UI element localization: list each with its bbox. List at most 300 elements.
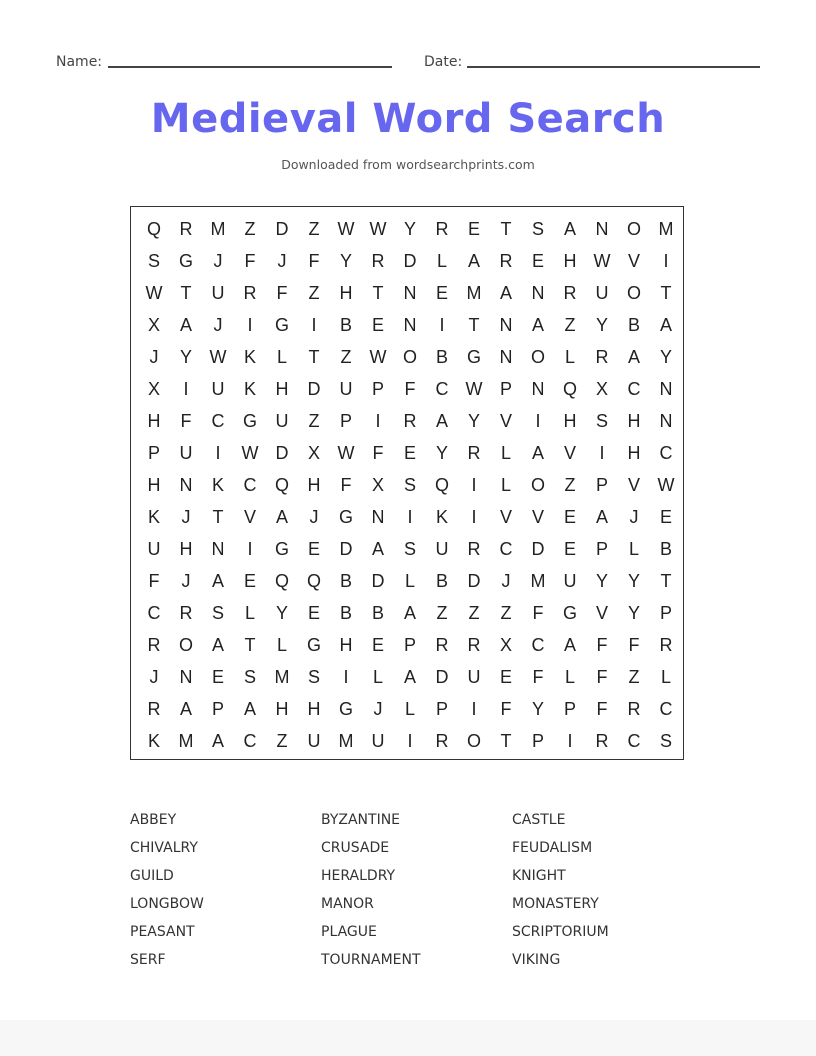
grid-cell: Z [468,603,480,623]
grid-cell: W [337,219,355,239]
grid-cell: X [595,379,608,399]
grid-cell: H [339,635,353,655]
grid-cell: U [595,283,609,303]
grid-cell: R [627,699,641,719]
grid-cell: W [241,443,259,463]
grid-cell: A [211,731,224,751]
grid-cell: X [147,379,160,399]
grid-cell: O [530,475,545,495]
grid-cell: W [369,219,387,239]
grid-row [138,693,682,725]
grid-row [138,501,682,533]
grid-cell: P [659,603,672,623]
grid-cell: E [467,219,480,239]
grid-cell: F [596,667,608,687]
grid-cell: Y [627,603,640,623]
word-list-item: TOURNAMENT [321,952,421,968]
grid-cell: C [211,411,225,431]
grid-cell: T [180,283,192,303]
grid-cell: I [183,379,189,399]
grid-cell: J [181,507,191,527]
grid-row [138,245,682,277]
grid-cell: P [531,731,544,751]
grid-cell: P [435,699,448,719]
grid-cell: H [307,699,321,719]
grid-cell: A [563,635,576,655]
grid-cell: O [466,731,481,751]
grid-row [138,533,682,565]
grid-cell: N [499,347,513,367]
grid-cell: U [467,667,481,687]
grid-cell: I [471,699,477,719]
grid-cell: H [147,411,161,431]
grid-row [138,469,682,501]
grid-cell: A [595,507,608,527]
grid-cell: I [247,315,253,335]
grid-cell: J [309,507,319,527]
grid-cell: U [275,411,289,431]
grid-cell: B [371,603,384,623]
word-list-item: CRUSADE [321,840,390,856]
grid-cell: I [471,475,477,495]
word-list-item: PEASANT [130,924,195,940]
grid-cell: E [563,539,576,559]
grid-cell: T [660,283,672,303]
grid-cell: F [532,667,544,687]
grid-cell: I [567,731,573,751]
grid-cell: H [563,251,577,271]
grid-cell: P [499,379,512,399]
grid-cell: C [499,539,513,559]
grid-cell: Y [595,315,608,335]
grid-cell: S [531,219,544,239]
grid-cell: A [531,443,544,463]
grid-cell: I [215,443,221,463]
grid-cell: L [564,347,575,367]
word-column [130,810,310,978]
grid-cell: A [179,315,192,335]
grid-cell: F [404,379,416,399]
grid-cell: Y [627,571,640,591]
grid-cell: E [659,507,672,527]
grid-cell: D [403,251,417,271]
subtitle: Downloaded from wordsearchprints.com [281,157,535,172]
grid-cell: W [593,251,611,271]
grid-cell: R [499,251,513,271]
grid-cell: T [308,347,320,367]
grid-cell: N [531,379,545,399]
grid-cell: M [466,283,482,303]
grid-cell: F [148,571,160,591]
grid-cell: A [403,667,416,687]
grid-cell: A [659,315,672,335]
grid-cell: J [277,251,287,271]
grid-cell: Q [562,379,577,399]
grid-cell: B [435,571,448,591]
grid-cell: L [628,539,639,559]
grid-cell: H [339,283,353,303]
grid-cell: L [276,635,287,655]
grid-cell: C [627,731,641,751]
grid-cell: P [563,699,576,719]
grid-cell: D [275,443,289,463]
grid-cell: Q [434,475,449,495]
grid-cell: G [338,699,353,719]
grid-cell: Y [531,699,544,719]
grid-cell: M [338,731,354,751]
grid-cell: G [274,539,289,559]
grid-cell: G [178,251,193,271]
grid-cell: D [531,539,545,559]
grid-row [138,405,682,437]
grid-cell: V [627,251,640,271]
grid-cell: W [209,347,227,367]
grid-cell: E [403,443,416,463]
grid-cell: Y [595,571,608,591]
grid-cell: Z [308,411,320,431]
grid-cell: U [211,379,225,399]
grid-cell: S [595,411,608,431]
grid-cell: L [244,603,255,623]
grid-cell: C [659,443,673,463]
grid-cell: M [210,219,226,239]
grid-cell: X [307,443,320,463]
grid-cell: E [531,251,544,271]
grid-cell: W [337,443,355,463]
grid-cell: P [339,411,352,431]
grid-cell: J [501,571,511,591]
grid-cell: I [663,251,669,271]
grid-cell: A [211,635,224,655]
grid-cell: F [340,475,352,495]
grid-cell: H [275,699,289,719]
word-list-item: VIKING [512,952,561,968]
grid-cell: F [180,411,192,431]
grid-cell: M [274,667,290,687]
grid-cell: Z [564,315,576,335]
grid-cell: H [179,539,193,559]
grid-cell: Z [276,731,288,751]
grid-cell: K [243,347,256,367]
grid-cell: B [339,603,352,623]
grid-cell: I [375,411,381,431]
grid-cell: J [181,571,191,591]
grid-cell: I [471,507,477,527]
grid-cell: H [147,475,161,495]
grid-cell: T [468,315,480,335]
grid-row [138,277,682,309]
grid-cell: Z [308,219,320,239]
word-list-item: BYZANTINE [321,812,401,828]
grid-cell: I [535,411,541,431]
grid-cell: A [467,251,480,271]
grid-cell: J [149,347,159,367]
grid-cell: C [243,731,257,751]
word-column [321,810,501,978]
grid-cell: T [660,571,672,591]
grid-cell: L [564,667,575,687]
grid-cell: K [147,507,160,527]
grid-cell: F [532,603,544,623]
grid-cell: E [243,571,256,591]
grid-cell: A [275,507,288,527]
grid-cell: R [435,731,449,751]
grid-cell: V [595,603,608,623]
grid-cell: S [147,251,160,271]
grid-cell: Y [435,443,448,463]
word-list-item: ABBEY [130,812,177,828]
grid-cell: A [435,411,448,431]
page-title: Medieval Word Search [150,96,666,142]
word-list-item: HERALDRY [321,868,396,884]
grid-cell: Z [436,603,448,623]
grid-cell: N [499,315,513,335]
grid-row [138,565,682,597]
grid-cell: L [500,443,511,463]
grid-cell: P [403,635,416,655]
grid-cell: Q [274,475,289,495]
grid-cell: Z [564,475,576,495]
grid-cell: U [147,539,161,559]
word-list-item: PLAGUE [321,924,377,940]
grid-cell: A [211,571,224,591]
grid-cell: B [659,539,672,559]
grid-cell: R [435,219,449,239]
grid-cell: B [435,347,448,367]
grid-cell: B [339,571,352,591]
word-list-item: SERF [130,952,166,968]
grid-cell: O [530,347,545,367]
word-list-item: LONGBOW [130,896,204,912]
grid-cell: K [147,731,160,751]
grid-cell: I [343,667,349,687]
grid-cell: B [339,315,352,335]
grid-cell: H [627,411,641,431]
word-list-item: MONASTERY [512,896,599,912]
grid-cell: N [179,475,193,495]
grid-row [138,661,682,693]
grid-row [138,373,682,405]
grid-cell: S [307,667,320,687]
grid-cell: M [658,219,674,239]
grid-row [138,341,682,373]
grid-cell: S [211,603,224,623]
grid-cell: F [372,443,384,463]
grid-cell: R [147,699,161,719]
grid-cell: Z [244,219,256,239]
grid-cell: J [149,667,159,687]
grid-cell: W [145,283,163,303]
grid-cell: K [211,475,224,495]
grid-cell: X [371,475,384,495]
grid-cell: R [467,635,481,655]
grid-cell: F [308,251,320,271]
grid-cell: T [244,635,256,655]
grid-cell: A [179,699,192,719]
grid-cell: H [275,379,289,399]
grid-row [138,725,682,757]
grid-cell: G [242,411,257,431]
grid-cell: R [659,635,673,655]
grid-row [138,597,682,629]
grid-cell: C [435,379,449,399]
grid-row [138,437,682,469]
grid-cell: E [371,635,384,655]
grid-cell: R [179,603,193,623]
grid-cell: Y [659,347,672,367]
grid-cell: A [371,539,384,559]
grid-cell: H [563,411,577,431]
grid-cell: A [563,219,576,239]
grid-cell: R [595,347,609,367]
grid-cell: L [500,475,511,495]
grid-cell: W [369,347,387,367]
grid-cell: V [627,475,640,495]
footer-band [0,1020,816,1056]
grid-cell: V [499,411,512,431]
grid-cell: N [531,283,545,303]
grid-cell: I [407,731,413,751]
grid-cell: N [659,411,673,431]
grid-cell: A [531,315,544,335]
word-list-item: GUILD [130,868,174,884]
grid-cell: E [307,539,320,559]
grid-row [138,309,682,341]
grid-cell: X [147,315,160,335]
grid-cell: U [563,571,577,591]
grid-cell: F [596,699,608,719]
grid-cell: D [371,571,385,591]
word-search-grid [130,206,684,760]
grid-cell: P [211,699,224,719]
grid-cell: T [212,507,224,527]
grid-cell: E [211,667,224,687]
grid-cell: U [371,731,385,751]
grid-cell: P [595,475,608,495]
grid-cell: I [247,539,253,559]
grid-cell: G [466,347,481,367]
grid-cell: C [659,699,673,719]
grid-cell: Z [308,283,320,303]
grid-cell: L [276,347,287,367]
grid-cell: N [403,315,417,335]
grid-cell: R [243,283,257,303]
grid-cell: P [595,539,608,559]
grid-cell: F [244,251,256,271]
grid-cell: J [213,315,223,335]
grid-cell: E [499,667,512,687]
grid-cell: B [627,315,640,335]
grid-cell: Z [500,603,512,623]
grid-cell: N [371,507,385,527]
grid-cell: C [531,635,545,655]
grid-cell: R [435,635,449,655]
grid-cell: W [657,475,675,495]
grid-cell: U [211,283,225,303]
grid-row [138,213,682,245]
grid-cell: L [660,667,671,687]
grid-cell: C [147,603,161,623]
grid-cell: E [435,283,448,303]
grid-cell: G [562,603,577,623]
grid-cell: L [404,571,415,591]
grid-cell: A [403,603,416,623]
grid-cell: N [403,283,417,303]
grid-cell: Q [274,571,289,591]
grid-cell: J [213,251,223,271]
grid-cell: F [628,635,640,655]
grid-cell: Z [340,347,352,367]
grid-cell: C [627,379,641,399]
grid-cell: G [338,507,353,527]
grid-cell: T [500,731,512,751]
grid-cell: S [243,667,256,687]
grid-cell: R [467,443,481,463]
grid-row [138,629,682,661]
grid-cell: I [407,507,413,527]
grid-cell: U [435,539,449,559]
grid-cell: A [499,283,512,303]
word-list-item: CASTLE [512,812,566,828]
grid-cell: Y [467,411,480,431]
word-list-item: FEUDALISM [512,840,593,856]
grid-cell: D [307,379,321,399]
grid-cell: M [530,571,546,591]
name-label: Name: [56,54,103,70]
grid-cell: O [626,219,641,239]
grid-cell: F [276,283,288,303]
grid-cell: X [499,635,512,655]
grid-cell: H [627,443,641,463]
grid-cell: G [274,315,289,335]
grid-cell: R [147,635,161,655]
grid-cell: H [307,475,321,495]
word-column [512,810,692,978]
grid-cell: E [307,603,320,623]
word-list-item: CHIVALRY [130,840,198,856]
grid-cell: D [467,571,481,591]
grid-cell: R [403,411,417,431]
grid-cell: T [372,283,384,303]
grid-cell: O [402,347,417,367]
grid-cell: S [403,539,416,559]
grid-cell: U [179,443,193,463]
name-line [108,66,392,68]
grid-cell: A [243,699,256,719]
grid-cell: Y [275,603,288,623]
grid-cell: A [627,347,640,367]
grid-cell: K [243,379,256,399]
grid-cell: R [467,539,481,559]
grid-cell: D [275,219,289,239]
grid-cell: O [626,283,641,303]
grid-cell: V [531,507,544,527]
grid-cell: Q [306,571,321,591]
grid-cell: R [371,251,385,271]
grid-cell: U [339,379,353,399]
grid-cell: I [311,315,317,335]
word-list-item: SCRIPTORIUM [512,924,609,940]
grid-cell: M [178,731,194,751]
grid-cell: V [499,507,512,527]
grid-cell: J [373,699,383,719]
grid-cell: V [243,507,256,527]
grid-cell: N [595,219,609,239]
grid-cell: D [339,539,353,559]
grid-cell: F [596,635,608,655]
word-list-item: KNIGHT [512,868,566,884]
date-label: Date: [424,54,463,70]
